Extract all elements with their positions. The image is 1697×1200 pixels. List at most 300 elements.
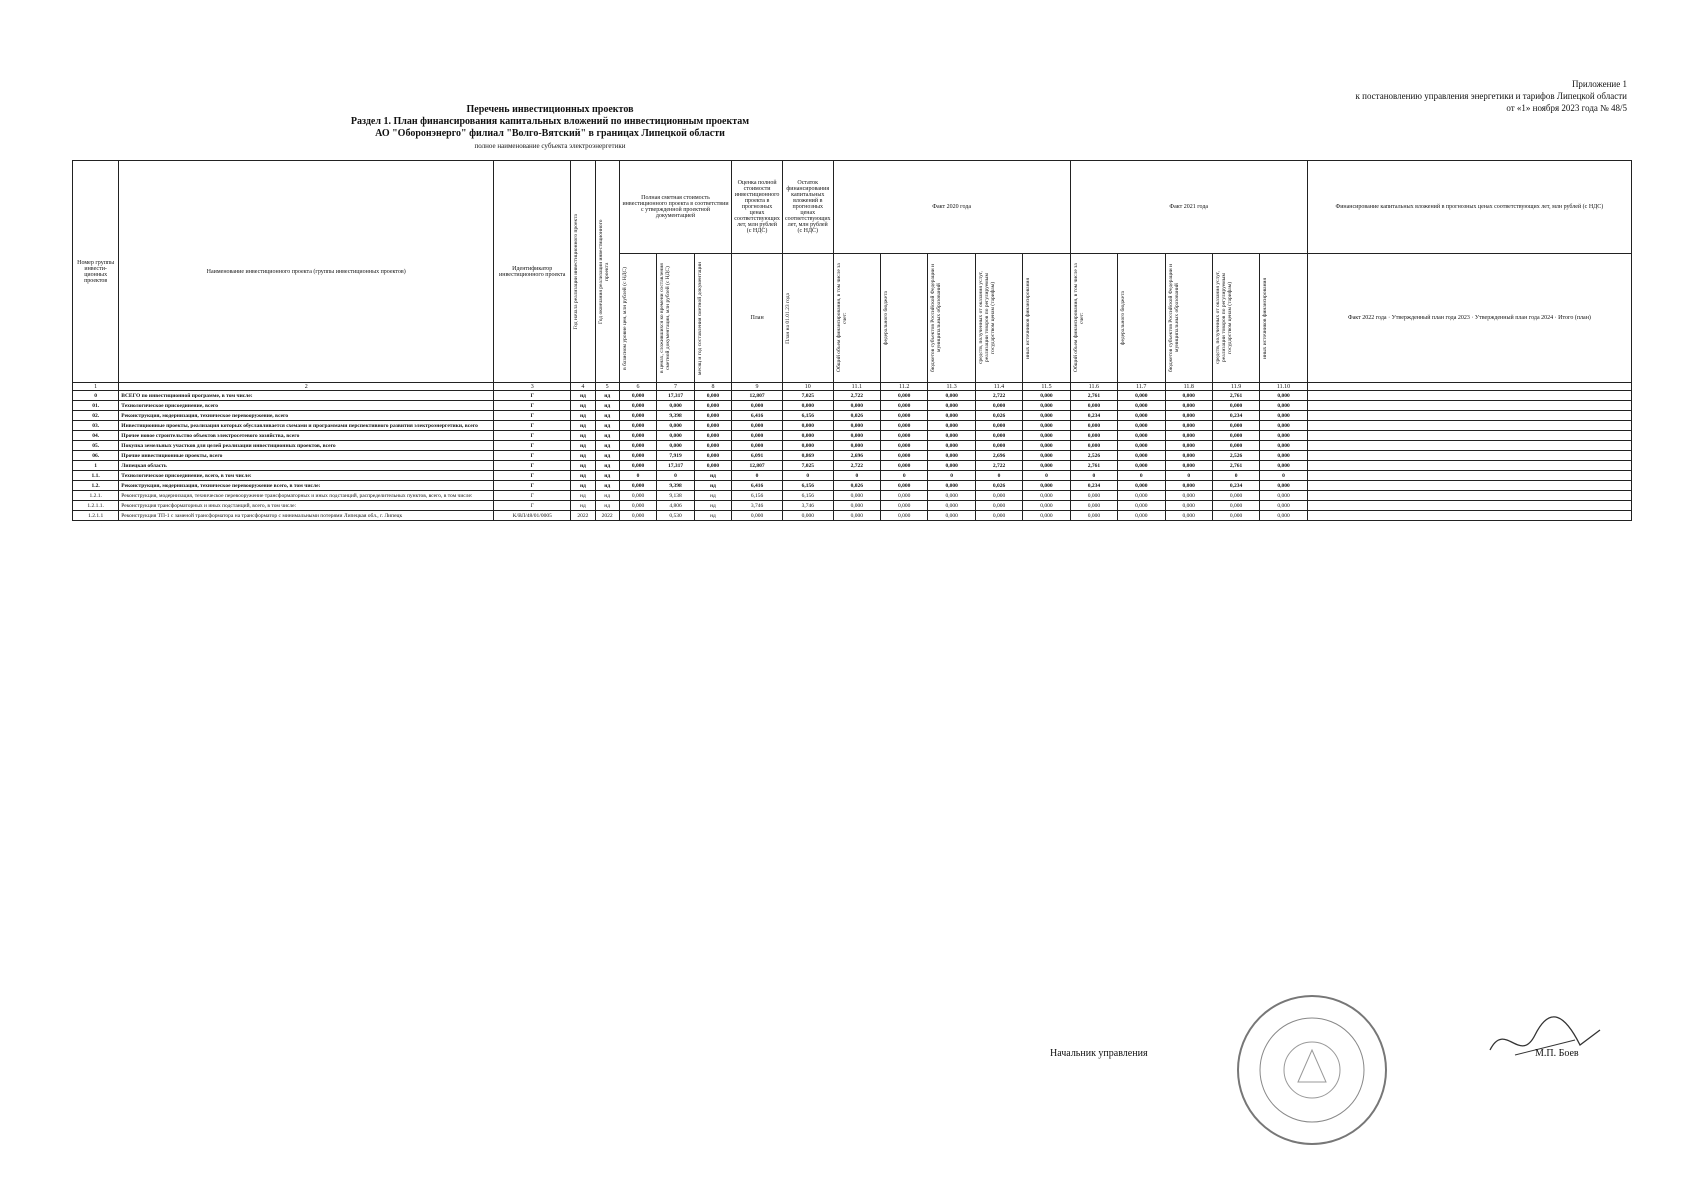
- document-heading: [300, 104, 800, 152]
- header-2021-other: иных источников финансирования: [1260, 254, 1307, 383]
- cell-f7: 0,000: [1118, 401, 1165, 411]
- cell-f2: 0,000: [881, 431, 928, 441]
- cell-f6: 0,000: [1070, 401, 1117, 411]
- cell-f10: 0,000: [1260, 501, 1307, 511]
- cell-id: Г: [494, 501, 571, 511]
- cell-v8: 0,000: [694, 431, 731, 441]
- cell-name: Липецкая область: [119, 461, 494, 471]
- table-row: [73, 401, 1632, 411]
- cell-f2: 0,000: [881, 501, 928, 511]
- cell-f4: 0: [975, 471, 1022, 481]
- signature-position: Начальник управления: [1050, 1048, 1148, 1059]
- cell-rest: [1307, 501, 1631, 511]
- column-number: 4: [571, 383, 595, 391]
- table-row: [73, 491, 1632, 501]
- cell-v9: 12,807: [732, 391, 783, 401]
- cell-f9: 2,761: [1212, 461, 1259, 471]
- cell-v8: 0,000: [694, 441, 731, 451]
- cell-n: 1.1.: [73, 471, 119, 481]
- cell-f5: 0,000: [1023, 411, 1070, 421]
- cell-f10: 0,000: [1260, 431, 1307, 441]
- cell-ye: нд: [595, 411, 619, 421]
- column-number: 2: [119, 383, 494, 391]
- section-title: Раздел 1. План финансирования капитальных вложений по инвестиционным проектам: [350, 116, 750, 127]
- cell-f6: 0,234: [1070, 481, 1117, 491]
- header-year-start: Год начала реализации инвестиционного проекта: [571, 161, 595, 383]
- cell-f9: 0,234: [1212, 481, 1259, 491]
- official-stamp-icon: [1232, 990, 1392, 1150]
- cell-id: Г: [494, 441, 571, 451]
- cell-v6: 0: [619, 471, 656, 481]
- cell-f8: 0,000: [1165, 431, 1212, 441]
- header-2021-total: Общий объем финансирования, в том числе за счет:: [1070, 254, 1117, 383]
- table-row: [73, 471, 1632, 481]
- cell-f10: 0,000: [1260, 411, 1307, 421]
- cell-v8: 0,000: [694, 411, 731, 421]
- cell-f4: 0,000: [975, 501, 1022, 511]
- cell-v7: 9,138: [657, 491, 694, 501]
- cell-id: Г: [494, 421, 571, 431]
- cell-f8: 0,000: [1165, 421, 1212, 431]
- column-number: 11.7: [1118, 383, 1165, 391]
- cell-v9: 0,000: [732, 441, 783, 451]
- cell-name: Технологическое присоединение, всего, в том числе:: [119, 471, 494, 481]
- cell-rest: [1307, 441, 1631, 451]
- header-sub-cost: в базисном уровне цен, млн рублей (с НДС): [619, 254, 656, 383]
- cell-v7: 9,398: [657, 481, 694, 491]
- cell-ys: нд: [571, 441, 595, 451]
- cell-f5: 0,000: [1023, 401, 1070, 411]
- header-later-years: Факт 2022 года · Утвержденный план года 2023 · Утвержденный план года 2024 · Итого (план): [1307, 254, 1631, 383]
- cell-f8: 0,000: [1165, 481, 1212, 491]
- cell-f5: 0,000: [1023, 391, 1070, 401]
- cell-f1: 0,000: [833, 501, 880, 511]
- header-2020-fed: федерального бюджета: [881, 254, 928, 383]
- cell-v6: 0,000: [619, 511, 656, 521]
- table-row: [73, 501, 1632, 511]
- cell-f10: 0,000: [1260, 391, 1307, 401]
- cell-f4: 0,000: [975, 511, 1022, 521]
- cell-f1: 0,000: [833, 511, 880, 521]
- cell-f4: 0,000: [975, 401, 1022, 411]
- cell-ye: нд: [595, 491, 619, 501]
- cell-f10: 0,000: [1260, 451, 1307, 461]
- cell-ys: нд: [571, 501, 595, 511]
- cell-v7: 0: [657, 471, 694, 481]
- column-number: 11.9: [1212, 383, 1259, 391]
- cell-f3: 0,000: [928, 511, 975, 521]
- cell-v10: 6,156: [782, 491, 833, 501]
- cell-f5: 0,000: [1023, 461, 1070, 471]
- header-row-groups: [73, 161, 1632, 254]
- cell-v8: нд: [694, 481, 731, 491]
- cell-f9: 0,000: [1212, 421, 1259, 431]
- cell-f5: 0: [1023, 471, 1070, 481]
- cell-f3: 0,000: [928, 491, 975, 501]
- cell-f4: 0,000: [975, 441, 1022, 451]
- cell-v8: 0,000: [694, 391, 731, 401]
- cell-f5: 0,000: [1023, 481, 1070, 491]
- cell-rest: [1307, 461, 1631, 471]
- cell-f2: 0,000: [881, 401, 928, 411]
- cell-f1: 0,000: [833, 441, 880, 451]
- cell-v6: 0,000: [619, 491, 656, 501]
- cell-f10: 0,000: [1260, 441, 1307, 451]
- cell-f7: 0,000: [1118, 391, 1165, 401]
- cell-f2: 0,000: [881, 421, 928, 431]
- cell-f4: 0,000: [975, 421, 1022, 431]
- cell-id: Г: [494, 401, 571, 411]
- cell-f4: 0,026: [975, 481, 1022, 491]
- table-row: [73, 421, 1632, 431]
- cell-f1: 0,000: [833, 491, 880, 501]
- cell-f1: 2,722: [833, 391, 880, 401]
- cell-f7: 0,000: [1118, 411, 1165, 421]
- cell-ys: нд: [571, 491, 595, 501]
- cell-f9: 0,000: [1212, 431, 1259, 441]
- cell-f6: 2,761: [1070, 391, 1117, 401]
- cell-f2: 0: [881, 471, 928, 481]
- cell-v9: 0,000: [732, 511, 783, 521]
- cell-f8: 0,000: [1165, 501, 1212, 511]
- table-body: [73, 391, 1632, 521]
- cell-n: 06.: [73, 451, 119, 461]
- cell-rest: [1307, 511, 1631, 521]
- cell-v10: 3,746: [782, 501, 833, 511]
- cell-v6: 0,000: [619, 481, 656, 491]
- cell-v10: 0,000: [782, 421, 833, 431]
- table-row: [73, 511, 1632, 521]
- cell-f1: 0: [833, 471, 880, 481]
- cell-v9: 12,807: [732, 461, 783, 471]
- column-number: 11.5: [1023, 383, 1070, 391]
- table-row: [73, 411, 1632, 421]
- cell-f3: 0,000: [928, 451, 975, 461]
- cell-n: 1.2.1.1: [73, 511, 119, 521]
- cell-name: Инвестиционные проекты, реализация которых обуславливается схемами и программами перспективного развития электроэнергетики, всего: [119, 421, 494, 431]
- header-plan-2024: Утвержденный план года 2024: [1474, 314, 1554, 321]
- cell-f2: 0,000: [881, 391, 928, 401]
- cell-v10: 6,156: [782, 411, 833, 421]
- cell-rest: [1307, 431, 1631, 441]
- cell-rest: [1307, 451, 1631, 461]
- cell-rest: [1307, 401, 1631, 411]
- cell-v10: 7,025: [782, 461, 833, 471]
- cell-ye: нд: [595, 501, 619, 511]
- cell-f8: 0,000: [1165, 441, 1212, 451]
- header-plan: План: [732, 254, 783, 383]
- cell-v8: 0,000: [694, 451, 731, 461]
- cell-f3: 0: [928, 471, 975, 481]
- cell-v9: 0,000: [732, 401, 783, 411]
- cell-f9: 0,000: [1212, 491, 1259, 501]
- cell-f7: 0,000: [1118, 491, 1165, 501]
- cell-f3: 0,000: [928, 501, 975, 511]
- cell-n: 1.2.1.1.: [73, 501, 119, 511]
- cell-v10: 0,000: [782, 431, 833, 441]
- cell-v9: 6,156: [732, 491, 783, 501]
- cell-v7: 4,806: [657, 501, 694, 511]
- table-row: [73, 451, 1632, 461]
- header-number: Номер группы инвести-ционных проектов: [73, 161, 119, 383]
- cell-ye: нд: [595, 401, 619, 411]
- header-full-cost: Полная сметная стоимость инвестиционного проекта в соответствии с утвержденной проектной документацией: [619, 161, 731, 254]
- cell-v6: 0,000: [619, 421, 656, 431]
- cell-id: Г: [494, 411, 571, 421]
- cell-v7: 17,317: [657, 461, 694, 471]
- cell-f6: 0,000: [1070, 431, 1117, 441]
- column-number: 6: [619, 383, 656, 391]
- cell-f9: 2,761: [1212, 391, 1259, 401]
- cell-f7: 0,000: [1118, 481, 1165, 491]
- column-number: 10: [782, 383, 833, 391]
- cell-f7: 0,000: [1118, 441, 1165, 451]
- cell-id: Г: [494, 481, 571, 491]
- header-2020-other: иных источников финансирования: [1023, 254, 1070, 383]
- cell-name: Прочие инвестиционные проекты, всего: [119, 451, 494, 461]
- cell-f4: 0,026: [975, 411, 1022, 421]
- cell-id: Г: [494, 391, 571, 401]
- cell-f9: 0: [1212, 471, 1259, 481]
- cell-v9: 0: [732, 471, 783, 481]
- cell-v9: 6,416: [732, 481, 783, 491]
- cell-f6: 0,000: [1070, 441, 1117, 451]
- cell-v6: 0,000: [619, 441, 656, 451]
- cell-v6: 0,000: [619, 461, 656, 471]
- cell-f4: 2,722: [975, 461, 1022, 471]
- appendix-line-3: от «1» ноября 2023 года № 48/5: [1506, 103, 1627, 113]
- cell-f5: 0,000: [1023, 511, 1070, 521]
- cell-id: Г: [494, 471, 571, 481]
- cell-ye: нд: [595, 441, 619, 451]
- cell-ys: нд: [571, 471, 595, 481]
- cell-f8: 0,000: [1165, 511, 1212, 521]
- column-number: 11.1: [833, 383, 880, 391]
- cell-name: Реконструкция трансформаторных и иных подстанций, всего, в том числе:: [119, 501, 494, 511]
- cell-rest: [1307, 471, 1631, 481]
- cell-f3: 0,000: [928, 461, 975, 471]
- cell-id: Г: [494, 431, 571, 441]
- column-number: 11.8: [1165, 383, 1212, 391]
- cell-f7: 0,000: [1118, 431, 1165, 441]
- cell-v8: нд: [694, 511, 731, 521]
- cell-id: K/ВЛ/48/01/0005: [494, 511, 571, 521]
- company-note: полное наименование субъекта электроэнергетики: [474, 142, 626, 150]
- cell-f1: 2,722: [833, 461, 880, 471]
- cell-f8: 0,000: [1165, 411, 1212, 421]
- cell-f8: 0,000: [1165, 461, 1212, 471]
- cell-f5: 0,000: [1023, 421, 1070, 431]
- cell-v6: 0,000: [619, 451, 656, 461]
- cell-v9: 3,746: [732, 501, 783, 511]
- header-remaining: Остаток финансирования капитальных вложений в прогнозных ценах соответствующих лет, млн рублей (с НДС): [782, 161, 833, 254]
- cell-f1: 2,696: [833, 451, 880, 461]
- investment-table: [72, 160, 1632, 521]
- header-fact-2020: Факт 2020 года: [833, 161, 1070, 254]
- cell-v7: 17,317: [657, 391, 694, 401]
- cell-f7: 0,000: [1118, 501, 1165, 511]
- cell-f2: 0,000: [881, 441, 928, 451]
- column-number: 11.10: [1260, 383, 1307, 391]
- cell-v6: 0,000: [619, 391, 656, 401]
- cell-f5: 0,000: [1023, 451, 1070, 461]
- header-2021-tariff: средств, полученных от оказания услуг, реализации товаров по регулируемым государством ценам (тарифам): [1212, 254, 1259, 383]
- cell-f9: 0,000: [1212, 511, 1259, 521]
- cell-f2: 0,000: [881, 451, 928, 461]
- cell-f1: 0,000: [833, 421, 880, 431]
- column-number-rest: [1307, 383, 1631, 391]
- cell-v9: 0,000: [732, 431, 783, 441]
- cell-f2: 0,000: [881, 511, 928, 521]
- cell-f5: 0,000: [1023, 491, 1070, 501]
- cell-ys: 2022: [571, 511, 595, 521]
- cell-v8: нд: [694, 501, 731, 511]
- cell-ys: нд: [571, 411, 595, 421]
- cell-v7: 0,530: [657, 511, 694, 521]
- cell-f3: 0,000: [928, 481, 975, 491]
- cell-ye: нд: [595, 421, 619, 431]
- signature-name: М.П. Боев: [1535, 1048, 1579, 1059]
- cell-ys: нд: [571, 391, 595, 401]
- cell-f7: 0,000: [1118, 421, 1165, 431]
- cell-f7: 0: [1118, 471, 1165, 481]
- header-sub-cost2: в ценах, сложившихся ко времени составления сметной документации, млн рублей (с НДС): [657, 254, 694, 383]
- cell-f6: 0,000: [1070, 421, 1117, 431]
- header-fact-2022: Факт 2022 года: [1347, 314, 1387, 321]
- cell-f2: 0,000: [881, 461, 928, 471]
- cell-n: 0: [73, 391, 119, 401]
- cell-name: Прочее новое строительство объектов электросетевого хозяйства, всего: [119, 431, 494, 441]
- cell-f8: 0,000: [1165, 401, 1212, 411]
- header-sub-remain: План на 01.01.23 года: [782, 254, 833, 383]
- cell-n: 05.: [73, 441, 119, 451]
- cell-v8: нд: [694, 471, 731, 481]
- cell-f2: 0,000: [881, 491, 928, 501]
- cell-f3: 0,000: [928, 441, 975, 451]
- cell-v10: 0,000: [782, 511, 833, 521]
- cell-f3: 0,000: [928, 401, 975, 411]
- cell-n: 1.2.1.: [73, 491, 119, 501]
- column-number: 7: [657, 383, 694, 391]
- cell-f1: 0,000: [833, 401, 880, 411]
- cell-v8: 0,000: [694, 421, 731, 431]
- cell-v9: 6,091: [732, 451, 783, 461]
- cell-name: Реконструкция, модернизация, техническое перевооружение, всего: [119, 411, 494, 421]
- header-name: Наименование инвестиционного проекта (группы инвестиционных проектов): [119, 161, 494, 383]
- column-number: 9: [732, 383, 783, 391]
- cell-v7: 9,398: [657, 411, 694, 421]
- cell-f8: 0,000: [1165, 391, 1212, 401]
- cell-f7: 0,000: [1118, 511, 1165, 521]
- cell-ye: нд: [595, 461, 619, 471]
- cell-rest: [1307, 411, 1631, 421]
- cell-f6: 0,000: [1070, 511, 1117, 521]
- header-year-end: Год окончания реализации инвестиционного проекта: [595, 161, 619, 383]
- table-row: [73, 441, 1632, 451]
- cell-ys: нд: [571, 431, 595, 441]
- cell-f5: 0,000: [1023, 431, 1070, 441]
- cell-v7: 0,000: [657, 421, 694, 431]
- cell-f3: 0,000: [928, 411, 975, 421]
- handwritten-signature-icon: [1485, 1010, 1605, 1070]
- cell-v6: 0,000: [619, 501, 656, 511]
- cell-f4: 2,696: [975, 451, 1022, 461]
- header-sub-cost3: месяц и год составления сметной документации: [694, 254, 731, 383]
- column-number: 1: [73, 383, 119, 391]
- cell-v10: 0: [782, 471, 833, 481]
- cell-f9: 2,526: [1212, 451, 1259, 461]
- cell-f10: 0,000: [1260, 511, 1307, 521]
- cell-f2: 0,000: [881, 481, 928, 491]
- cell-f10: 0,000: [1260, 491, 1307, 501]
- cell-v10: 0,000: [782, 441, 833, 451]
- cell-v10: 0,869: [782, 451, 833, 461]
- cell-f8: 0,000: [1165, 451, 1212, 461]
- header-financing: Финансирование капитальных вложений в прогнозных ценах соответствующих лет, млн рублей (с НДС): [1307, 161, 1631, 254]
- header-2021-reg: бюджетов субъектов Российской Федерации и муниципальных образований: [1165, 254, 1212, 383]
- cell-name: Технологическое присоединение, всего: [119, 401, 494, 411]
- column-number: 11.4: [975, 383, 1022, 391]
- cell-v6: 0,000: [619, 431, 656, 441]
- cell-n: 1.2.: [73, 481, 119, 491]
- cell-ye: нд: [595, 471, 619, 481]
- cell-v10: 6,156: [782, 481, 833, 491]
- cell-name: Реконструкция, модернизация, техническое перевооружение всего, в том числе:: [119, 481, 494, 491]
- cell-f9: 0,000: [1212, 501, 1259, 511]
- cell-f10: 0: [1260, 471, 1307, 481]
- cell-f9: 0,000: [1212, 401, 1259, 411]
- cell-f5: 0,000: [1023, 501, 1070, 511]
- table-row: [73, 481, 1632, 491]
- cell-rest: [1307, 491, 1631, 501]
- cell-ye: нд: [595, 451, 619, 461]
- cell-f9: 0,000: [1212, 441, 1259, 451]
- cell-f5: 0,000: [1023, 441, 1070, 451]
- cell-ys: нд: [571, 421, 595, 431]
- cell-rest: [1307, 391, 1631, 401]
- cell-v7: 0,000: [657, 441, 694, 451]
- header-fact-2021: Факт 2021 года: [1070, 161, 1307, 254]
- header-id: Идентификатор инвестиционного проекта: [494, 161, 571, 383]
- cell-f6: 0: [1070, 471, 1117, 481]
- column-number: 11.3: [928, 383, 975, 391]
- appendix-note: [1356, 78, 1627, 114]
- column-number: 8: [694, 383, 731, 391]
- cell-v7: 0,000: [657, 401, 694, 411]
- cell-f6: 2,761: [1070, 461, 1117, 471]
- cell-f8: 0: [1165, 471, 1212, 481]
- document-title: Перечень инвестиционных проектов: [466, 104, 634, 115]
- cell-v7: 0,000: [657, 431, 694, 441]
- cell-f10: 0,000: [1260, 421, 1307, 431]
- cell-v9: 0,000: [732, 421, 783, 431]
- cell-f3: 0,000: [928, 431, 975, 441]
- cell-v8: 0,000: [694, 461, 731, 471]
- header-2020-reg: бюджетов субъектов Российской Федерации и муниципальных образований: [928, 254, 975, 383]
- appendix-line-2: к постановлению управления энергетики и тарифов Липецкой области: [1355, 91, 1627, 101]
- cell-id: Г: [494, 491, 571, 501]
- cell-f4: 2,722: [975, 391, 1022, 401]
- cell-f3: 0,000: [928, 421, 975, 431]
- cell-name: Покупка земельных участков для целей реализации инвестиционных проектов, всего: [119, 441, 494, 451]
- cell-ye: нд: [595, 481, 619, 491]
- cell-v6: 0,000: [619, 411, 656, 421]
- cell-ys: нд: [571, 481, 595, 491]
- cell-ye: нд: [595, 431, 619, 441]
- cell-name: Реконструкция, модернизация, техническое перевооружение трансформаторных и иных подстанций, распределительных пунктов, всего, в том числе:: [119, 491, 494, 501]
- cell-rest: [1307, 481, 1631, 491]
- header-2020-tariff: средств, полученных от оказания услуг, реализации товаров по регулируемым государством ценам (тарифам): [975, 254, 1022, 383]
